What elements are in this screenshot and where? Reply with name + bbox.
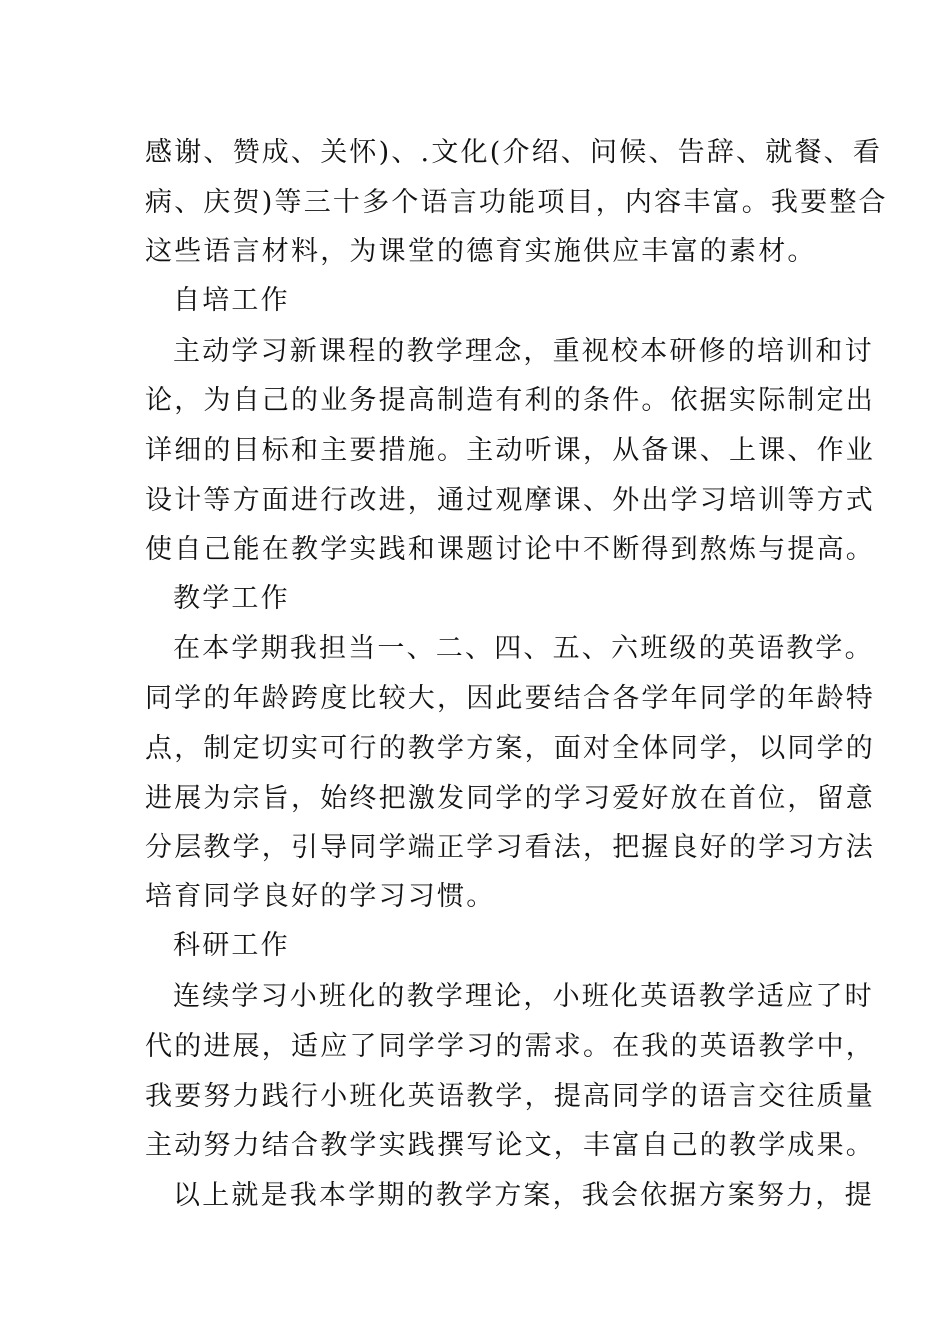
section-heading-self-training: 自培工作	[173, 285, 290, 316]
closing-line: 以上就是我本学期的教学方案，我会依据方案努力，提	[173, 1180, 874, 1211]
paragraph-line: 使自己能在教学实践和课题讨论中不断得到熬炼与提高。	[145, 534, 875, 565]
paragraph-line: 主动努力结合教学实践撰写论文，丰富自己的教学成果。	[145, 1130, 875, 1161]
paragraph-line: 我要努力践行小班化英语教学，提高同学的语言交往质量	[145, 1081, 875, 1112]
intro-line: 这些语言材料，为课堂的德育实施供应丰富的素材。	[145, 236, 817, 267]
intro-line: 病、庆贺)等三十多个语言功能项目，内容丰富。我要整合	[145, 187, 888, 218]
paragraph-line: 分层教学，引导同学端正学习看法，把握良好的学习方法	[145, 832, 875, 863]
paragraph-line: 进展为宗旨，始终把激发同学的学习爱好放在首位，留意	[145, 783, 875, 814]
paragraph-line: 论，为自己的业务提高制造有利的条件。依据实际制定出	[145, 385, 875, 416]
paragraph-line: 培育同学良好的学习习惯。	[145, 881, 496, 912]
intro-line: 感谢、赞成、关怀)、.文化(介绍、问候、告辞、就餐、看	[145, 137, 883, 168]
paragraph-line: 点，制定切实可行的教学方案，面对全体同学，以同学的	[145, 733, 875, 764]
paragraph-line: 代的进展，适应了同学学习的需求。在我的英语教学中，	[145, 1031, 875, 1062]
paragraph-line: 在本学期我担当一、二、四、五、六班级的英语教学。	[173, 633, 874, 664]
paragraph-line: 连续学习小班化的教学理论，小班化英语教学适应了时	[173, 981, 874, 1012]
paragraph-line: 详细的目标和主要措施。主动听课，从备课、上课、作业	[145, 435, 875, 466]
paragraph-line: 主动学习新课程的教学理念，重视校本研修的培训和讨	[173, 336, 874, 367]
section-heading-teaching: 教学工作	[173, 583, 290, 614]
paragraph-line: 同学的年龄跨度比较大，因此要结合各学年同学的年龄特	[145, 683, 875, 714]
paragraph-line: 设计等方面进行改进，通过观摩课、外出学习培训等方式	[145, 485, 875, 516]
section-heading-research: 科研工作	[173, 930, 290, 961]
